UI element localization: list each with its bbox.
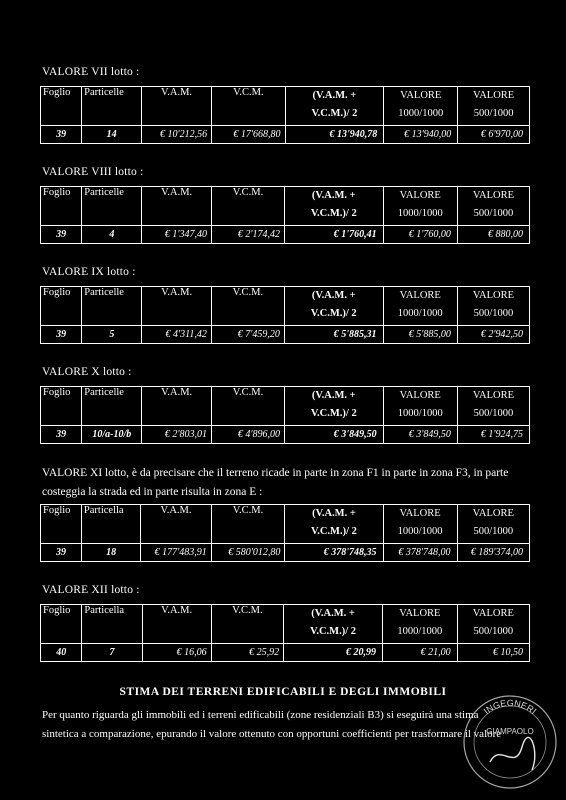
col-valore-half: VALORE 500/1000 [457, 605, 529, 644]
col-vcm: V.C.M. [212, 87, 285, 126]
cell-foglio: 40 [41, 644, 82, 662]
col-vam: V.A.M. [142, 387, 212, 426]
lotto-viii-title: VALORE VIII lotto : [42, 166, 144, 178]
cell-valore-full: € 378'748,00 [383, 544, 457, 562]
cell-foglio: 39 [41, 426, 82, 444]
col-vam: V.A.M. [142, 605, 211, 644]
cell-particelle: 14 [82, 126, 142, 144]
col-particelle: Particelle [82, 387, 142, 426]
cell-avg: € 1'760,41 [284, 226, 383, 244]
cell-valore-full: € 21,00 [383, 644, 458, 662]
cell-valore-half: € 1'924,75 [457, 426, 529, 444]
seal-name: GIAMPAOLO [486, 727, 534, 736]
col-valore-half: VALORE 500/1000 [458, 87, 530, 126]
col-avg: (V.A.M. + V.C.M.)/ 2 [284, 287, 383, 326]
col-vcm: V.C.M. [211, 387, 284, 426]
cell-vam: € 2'803,01 [142, 426, 212, 444]
lotto-vii-table [40, 86, 530, 144]
lotto-viii-table [40, 186, 530, 244]
col-avg: (V.A.M. + V.C.M.)/ 2 [285, 505, 383, 544]
table-row [41, 426, 530, 444]
cell-vam: € 4'311,42 [142, 326, 212, 344]
lotto-xii-title: VALORE XII lotto : [42, 584, 140, 596]
col-valore-half: VALORE 500/1000 [457, 387, 529, 426]
col-avg: (V.A.M. + V.C.M.)/ 2 [284, 187, 383, 226]
cell-particelle: 10/a-10/b [82, 426, 142, 444]
cell-foglio: 39 [41, 126, 82, 144]
col-vam: V.A.M. [142, 287, 212, 326]
col-avg: (V.A.M. + V.C.M.)/ 2 [284, 387, 383, 426]
col-valore-full: VALORE 1000/1000 [383, 387, 457, 426]
cell-valore-half: € 10,50 [457, 644, 529, 662]
cell-vam: € 1'347,40 [142, 226, 212, 244]
table-row [41, 226, 530, 244]
col-valore-half: VALORE 500/1000 [457, 187, 529, 226]
col-vam: V.A.M. [142, 87, 212, 126]
cell-vcm: € 7'459,20 [211, 326, 284, 344]
cell-avg: € 13'940,78 [285, 126, 384, 144]
cell-foglio: 39 [41, 544, 82, 562]
cell-valore-half: € 2'942,50 [457, 326, 529, 344]
cell-particelle: 18 [81, 544, 140, 562]
paragraph-line: sintetica a comparazione, epurando il valore ottenuto con opportuni coefficienti per trasformare il valore [42, 728, 502, 740]
table-row [41, 544, 530, 562]
cell-avg: € 378'748,35 [285, 544, 383, 562]
col-particella: Particella [81, 505, 140, 544]
col-vcm: V.C.M. [211, 605, 283, 644]
cell-vcm: € 25,92 [211, 644, 283, 662]
paragraph-line: Per quanto riguarda gli immobili ed i terreni edificabili (zone residenziali B3) si eseguirà una stima [42, 709, 479, 721]
lotto-xii-table [40, 604, 530, 662]
note-line: VALORE XI lotto, è da precisare che il terreno ricade in parte in zona F1 in parte in zona F3, in parte [42, 467, 509, 479]
col-vcm: V.C.M. [211, 505, 285, 544]
cell-valore-half: € 189'374,00 [457, 544, 529, 562]
col-vam: V.A.M. [141, 505, 211, 544]
col-valore-full: VALORE 1000/1000 [384, 87, 458, 126]
col-avg: (V.A.M. + V.C.M.)/ 2 [285, 87, 384, 126]
cell-particelle: 5 [82, 326, 142, 344]
col-foglio: Foglio [41, 505, 82, 544]
cell-valore-full: € 1'760,00 [383, 226, 457, 244]
col-valore-half: VALORE 500/1000 [457, 287, 529, 326]
col-foglio: Foglio [41, 187, 82, 226]
cell-particelle: 4 [82, 226, 142, 244]
lotto-x-title: VALORE X lotto : [42, 366, 132, 378]
col-avg: (V.A.M. + V.C.M.)/ 2 [284, 605, 383, 644]
note-line: costeggia la strada ed in parte risulta in zona E : [42, 486, 263, 498]
cell-valore-full: € 13'940,00 [384, 126, 458, 144]
signature-icon [490, 737, 535, 770]
col-foglio: Foglio [41, 87, 82, 126]
cell-avg: € 5'885,31 [284, 326, 383, 344]
col-foglio: Foglio [41, 387, 82, 426]
cell-avg: € 3'849,50 [284, 426, 383, 444]
cell-vcm: € 4'896,00 [211, 426, 284, 444]
cell-valore-full: € 3'849,50 [383, 426, 457, 444]
cell-vam: € 16,06 [142, 644, 211, 662]
table-row [41, 326, 530, 344]
lotto-xi-table [40, 504, 530, 562]
cell-vcm: € 17'668,80 [212, 126, 285, 144]
col-particelle: Particelle [82, 187, 142, 226]
cell-particelle: 7 [82, 644, 142, 662]
cell-valore-full: € 5'885,00 [383, 326, 457, 344]
professional-seal-stamp [460, 692, 560, 792]
lotto-ix-title: VALORE IX lotto : [42, 266, 136, 278]
col-particelle: Particelle [82, 287, 142, 326]
cell-vcm: € 2'174,42 [211, 226, 284, 244]
cell-vam: € 10'212,56 [142, 126, 212, 144]
col-vcm: V.C.M. [211, 187, 284, 226]
lotto-ix-table [40, 286, 530, 344]
cell-vcm: € 580'012,80 [211, 544, 285, 562]
col-particella: Particella [82, 605, 142, 644]
lotto-vii-title: VALORE VII lotto : [42, 66, 140, 78]
col-vam: V.A.M. [142, 187, 212, 226]
col-foglio: Foglio [41, 605, 82, 644]
cell-vam: € 177'483,91 [141, 544, 211, 562]
col-valore-full: VALORE 1000/1000 [383, 287, 457, 326]
cell-foglio: 39 [41, 326, 82, 344]
seal-ring-text: INGEGNERI [481, 697, 539, 717]
lotto-x-table [40, 386, 530, 444]
col-foglio: Foglio [41, 287, 82, 326]
col-valore-half: VALORE 500/1000 [457, 505, 529, 544]
table-row [41, 644, 530, 662]
col-particelle: Particelle [82, 87, 142, 126]
col-valore-full: VALORE 1000/1000 [383, 187, 457, 226]
col-vcm: V.C.M. [211, 287, 284, 326]
lotto-xi-note [42, 464, 542, 502]
cell-valore-half: € 880,00 [457, 226, 529, 244]
cell-avg: € 20,99 [284, 644, 383, 662]
section-title: STIMA DEI TERRENI EDIFICABILI E DEGLI IMMOBILI [119, 686, 447, 698]
cell-valore-half: € 6'970,00 [458, 126, 530, 144]
col-valore-full: VALORE 1000/1000 [383, 505, 457, 544]
cell-foglio: 39 [41, 226, 82, 244]
col-valore-full: VALORE 1000/1000 [383, 605, 458, 644]
table-row [41, 126, 530, 144]
